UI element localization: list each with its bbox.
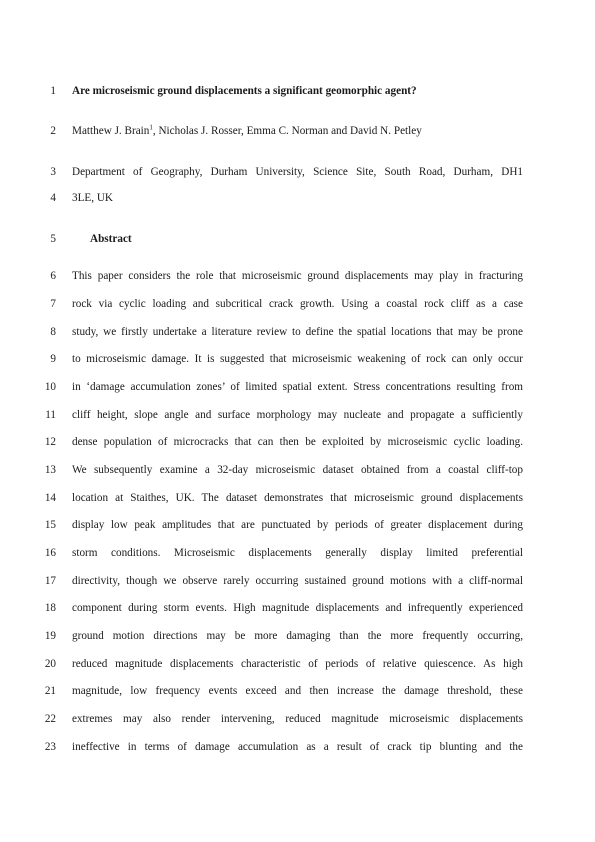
abstract-text: This paper considers the role that microseismic ground displacements may play in fracturing	[72, 270, 523, 282]
abstract-text: in ‘damage accumulation zones’ of limited spatial extent. Stress concentrations resulting from	[72, 381, 523, 393]
line-number: 23	[44, 741, 56, 753]
line-number: 11	[45, 409, 56, 421]
line-9	[0, 351, 595, 367]
line-22	[0, 711, 595, 727]
line-13	[0, 462, 595, 478]
line-number: 18	[44, 602, 56, 614]
abstract-text: component during storm events. High magnitude displacements and infrequently experienced	[72, 602, 523, 614]
line-number: 22	[44, 713, 56, 725]
line-21	[0, 683, 595, 699]
abstract-text: directivity, though we observe rarely occurring sustained ground motions with a cliff-normal	[72, 575, 523, 587]
line-11	[0, 407, 595, 423]
author-list	[72, 123, 523, 139]
line-14	[0, 490, 595, 506]
line-number: 7	[50, 298, 56, 310]
line-20	[0, 656, 595, 672]
line-1	[0, 83, 595, 99]
abstract-text: reduced magnitude displacements characteristic of periods of relative quiescence. As high	[72, 658, 523, 670]
line-number: 20	[44, 658, 56, 670]
affiliation-line: Department of Geography, Durham University, Science Site, South Road, Durham, DH1	[72, 166, 523, 178]
line-number: 14	[44, 492, 56, 504]
line-4	[0, 190, 595, 206]
paper-title: Are microseismic ground displacements a significant geomorphic agent?	[72, 85, 417, 97]
line-number: 8	[50, 326, 56, 338]
line-number: 21	[44, 685, 56, 697]
line-number: 13	[44, 464, 56, 476]
abstract-text: We subsequently examine a 32-day microseismic dataset obtained from a coastal cliff-top	[72, 464, 523, 476]
line-3	[0, 164, 595, 180]
abstract-text: storm conditions. Microseismic displacements generally display limited preferential	[72, 547, 523, 559]
line-18	[0, 600, 595, 616]
line-19	[0, 628, 595, 644]
line-16	[0, 545, 595, 561]
author-first: Matthew J. Brain	[72, 125, 150, 137]
line-10	[0, 379, 595, 395]
line-number: 15	[44, 519, 56, 531]
abstract-text: ground motion directions may be more damaging than the more frequently occurring,	[72, 630, 523, 642]
line-15	[0, 517, 595, 533]
line-number: 3	[50, 166, 56, 178]
abstract-text: magnitude, low frequency events exceed and then increase the damage threshold, these	[72, 685, 523, 697]
line-8	[0, 324, 595, 340]
abstract-text: extremes may also render intervening, reduced magnitude microseismic displacements	[72, 713, 523, 725]
line-number: 10	[44, 381, 56, 393]
affiliation-line: 3LE, UK	[72, 192, 114, 204]
line-23	[0, 739, 595, 755]
line-12	[0, 434, 595, 450]
line-number: 17	[44, 575, 56, 587]
abstract-text: cliff height, slope angle and surface morphology may nucleate and propagate a sufficiently	[72, 409, 523, 421]
line-number: 19	[44, 630, 56, 642]
line-17	[0, 573, 595, 589]
line-number: 4	[50, 192, 56, 204]
line-5	[0, 231, 595, 247]
line-number: 2	[50, 125, 56, 137]
abstract-text: study, we firstly undertake a literature review to define the spatial locations that may be prone	[72, 326, 523, 338]
affiliation-marker: 1	[149, 123, 153, 132]
abstract-text: location at Staithes, UK. The dataset demonstrates that microseismic ground displacements	[72, 492, 523, 504]
line-number: 9	[50, 353, 56, 365]
line-number: 12	[44, 436, 56, 448]
abstract-text: display low peak amplitudes that are punctuated by periods of greater displacement during	[72, 519, 523, 531]
abstract-text: rock via cyclic loading and subcritical crack growth. Using a coastal rock cliff as a case	[72, 298, 523, 310]
abstract-text: dense population of microcracks that can then be exploited by microseismic cyclic loading.	[72, 436, 523, 448]
line-number: 16	[44, 547, 56, 559]
line-7	[0, 296, 595, 312]
line-6	[0, 268, 595, 284]
line-number: 1	[50, 85, 56, 97]
abstract-text: to microseismic damage. It is suggested that microseismic weakening of rock can only occur	[72, 353, 523, 365]
line-number: 5	[50, 233, 56, 245]
author-rest: , Nicholas J. Rosser, Emma C. Norman and David N. Petley	[152, 125, 422, 137]
abstract-heading: Abstract	[90, 233, 132, 245]
line-number: 6	[50, 270, 56, 282]
line-2	[0, 123, 595, 139]
abstract-text: ineffective in terms of damage accumulation as a result of crack tip blunting and the	[72, 741, 523, 753]
